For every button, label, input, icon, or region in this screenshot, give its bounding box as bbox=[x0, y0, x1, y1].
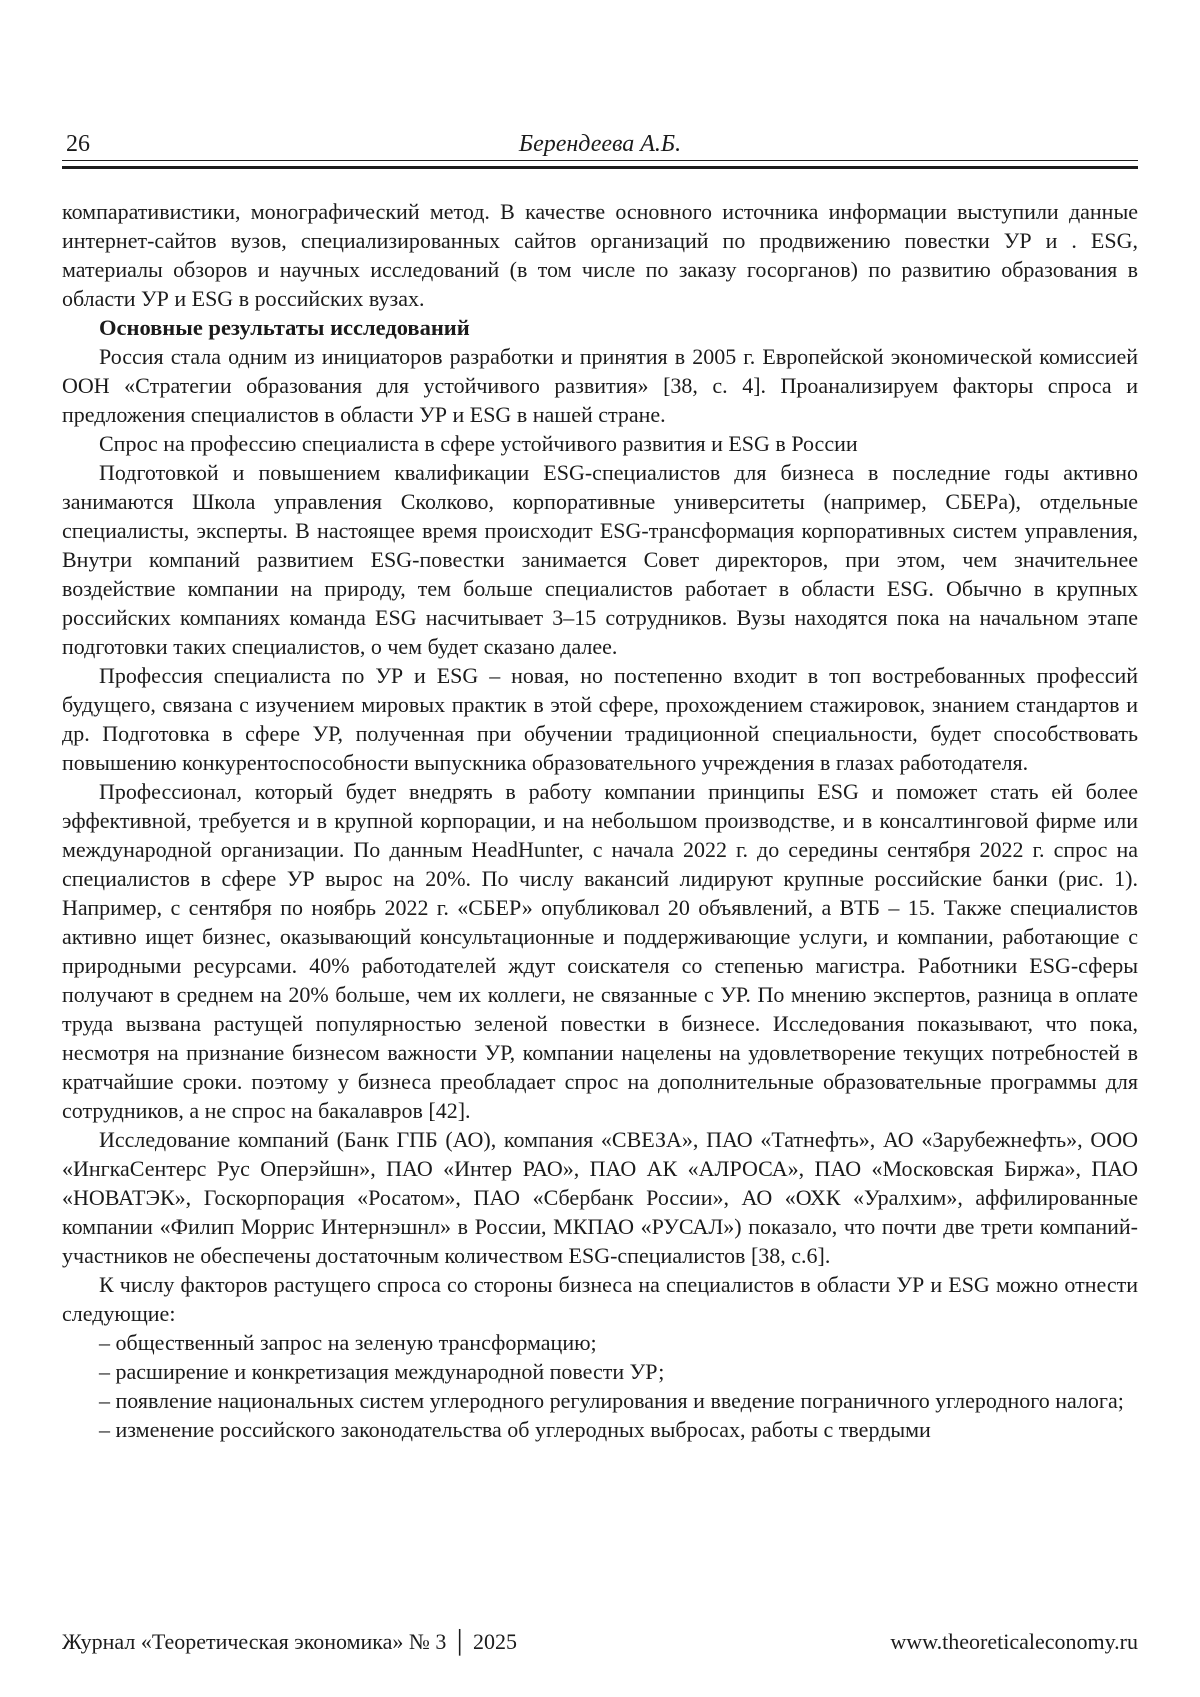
paragraph: Профессия специалиста по УР и ESG – новая, но постепенно входит в топ востребованных профессий будущего, связана с изучением мировых практик в этой сфере, прохождением стажировок, знанием стандартов и др. Подготовка в сфере УР, полученная при обучении традиционной специальности, будет способствовать повышению конкурентоспособности выпускника образовательного учреждения в глазах работодателя. bbox=[62, 663, 1138, 775]
paragraph: Россия стала одним из инициаторов разработки и принятия в 2005 г. Европейской экономической комиссией ООН «Стратегии образования для устойчивого развития» [38, с. 4]. Проанализируем факторы спроса и предложения специалистов в области УР и ESG в нашей стране. bbox=[62, 344, 1138, 427]
paragraph: Исследование компаний (Банк ГПБ (АО), компания «СВЕЗА», ПАО «Татнефть», АО «Зарубежнефть», ООО «ИнгкаСентерс Рус Оперэйшн», ПАО «Интер РАО», ПАО АК «АЛРОСА», ПАО «Московская Биржа», ПАО «НОВАТЭК», Госкорпорация «Росатом», ПАО «Сбербанк России», АО «ОХК «Уралхим», аффилированные компании «Филип Моррис Интернэшнл» в России, МКПАО «РУСАЛ») показало, что почти две трети компаний-участников не обеспечены достаточным количеством ESG-специалистов [38, с.6]. bbox=[62, 1127, 1138, 1268]
paragraph: Спрос на профессию специалиста в сфере устойчивого развития и ESG в России bbox=[99, 431, 858, 456]
list-item: – появление национальных систем углеродного регулирования и введение пограничного углеродного налога; bbox=[99, 1388, 1124, 1413]
paragraph: К числу факторов растущего спроса со стороны бизнеса на специалистов в области УР и ESG можно отнести следующие: bbox=[62, 1272, 1138, 1326]
paragraph: Подготовкой и повышением квалификации ESG-специалистов для бизнеса в последние годы активно занимаются Школа управления Сколково, корпоративные университеты (например, СБЕРа), отдельные специалисты, эксперты. В настоящее время происходит ESG-трансформация корпоративных систем управления, Внутри компаний развитием ESG-повестки занимается Совет директоров, при этом, чем значительнее воздействие компании на природу, тем больше специалистов работает в области ESG. Обычно в крупных российских компаниях команда ESG насчитывает 3–15 сотрудников. Вузы находятся пока на начальном этапе подготовки таких специалистов, о чем будет сказано далее. bbox=[62, 460, 1138, 659]
page-number: 26 bbox=[66, 131, 90, 157]
paragraph-continuation: компаративистики, монографический метод. В качестве основного источника информации выступили данные интернет-сайтов вузов, специализированных сайтов организаций по продвижению повестки УР и . ESG, материалы обзоров и научных исследований (в том числе по заказу госорганов) по развитию образования в области УР и ESG в российских вузах. bbox=[62, 199, 1138, 311]
journal-title: Журнал «Теоретическая экономика» № 3 │ 2025 bbox=[62, 1629, 518, 1654]
header-rule bbox=[62, 160, 1138, 169]
section-heading: Основные результаты исследований bbox=[99, 315, 470, 340]
list-item: – расширение и конкретизация международной повести УР; bbox=[99, 1359, 665, 1384]
page-footer bbox=[62, 1628, 1138, 1656]
journal-website: www.theoreticaleconomy.ru bbox=[890, 1629, 1138, 1654]
paragraph: Профессионал, который будет внедрять в работу компании принципы ESG и поможет стать ей более эффективной, требуется и в крупной корпорации, и на небольшом производстве, и в консалтинговой фирме или международной организации. По данным HeadHunter, с начала 2022 г. до середины сентября 2022 г. спрос на специалистов в сфере УР вырос на 20%. По числу вакансий лидируют крупные российские банки (рис. 1). Например, с сентября по ноябрь 2022 г. «СБЕР» опубликовал 20 объявлений, а ВТБ – 15. Также специалистов активно ищет бизнес, оказывающий консультационные и поддерживающие услуги, и компании, работающие с природными ресурсами. 40% работодателей ждут соискателя со степенью магистра. Работники ESG-сферы получают в среднем на 20% больше, чем их коллеги, не связанные с УР. По мнению экспертов, разница в оплате труда вызвана растущей популярностью зеленой повестки в бизнесе. Исследования показывают, что пока, несмотря на признание бизнесом важности УР, компании нацелены на удовлетворение текущих потребностей в кратчайшие сроки. поэтому у бизнеса преобладает спрос на дополнительные образовательные программы для сотрудников, а не спрос на бакалавров [42]. bbox=[62, 779, 1138, 1123]
list-item: – общественный запрос на зеленую трансформацию; bbox=[99, 1330, 597, 1355]
page-header bbox=[62, 129, 1138, 161]
article-body bbox=[62, 197, 1138, 1444]
list-item: – изменение российского законодательства об углеродных выбросах, работы с твердыми bbox=[99, 1417, 931, 1442]
running-title: Берендеева А.Б. bbox=[518, 131, 682, 157]
